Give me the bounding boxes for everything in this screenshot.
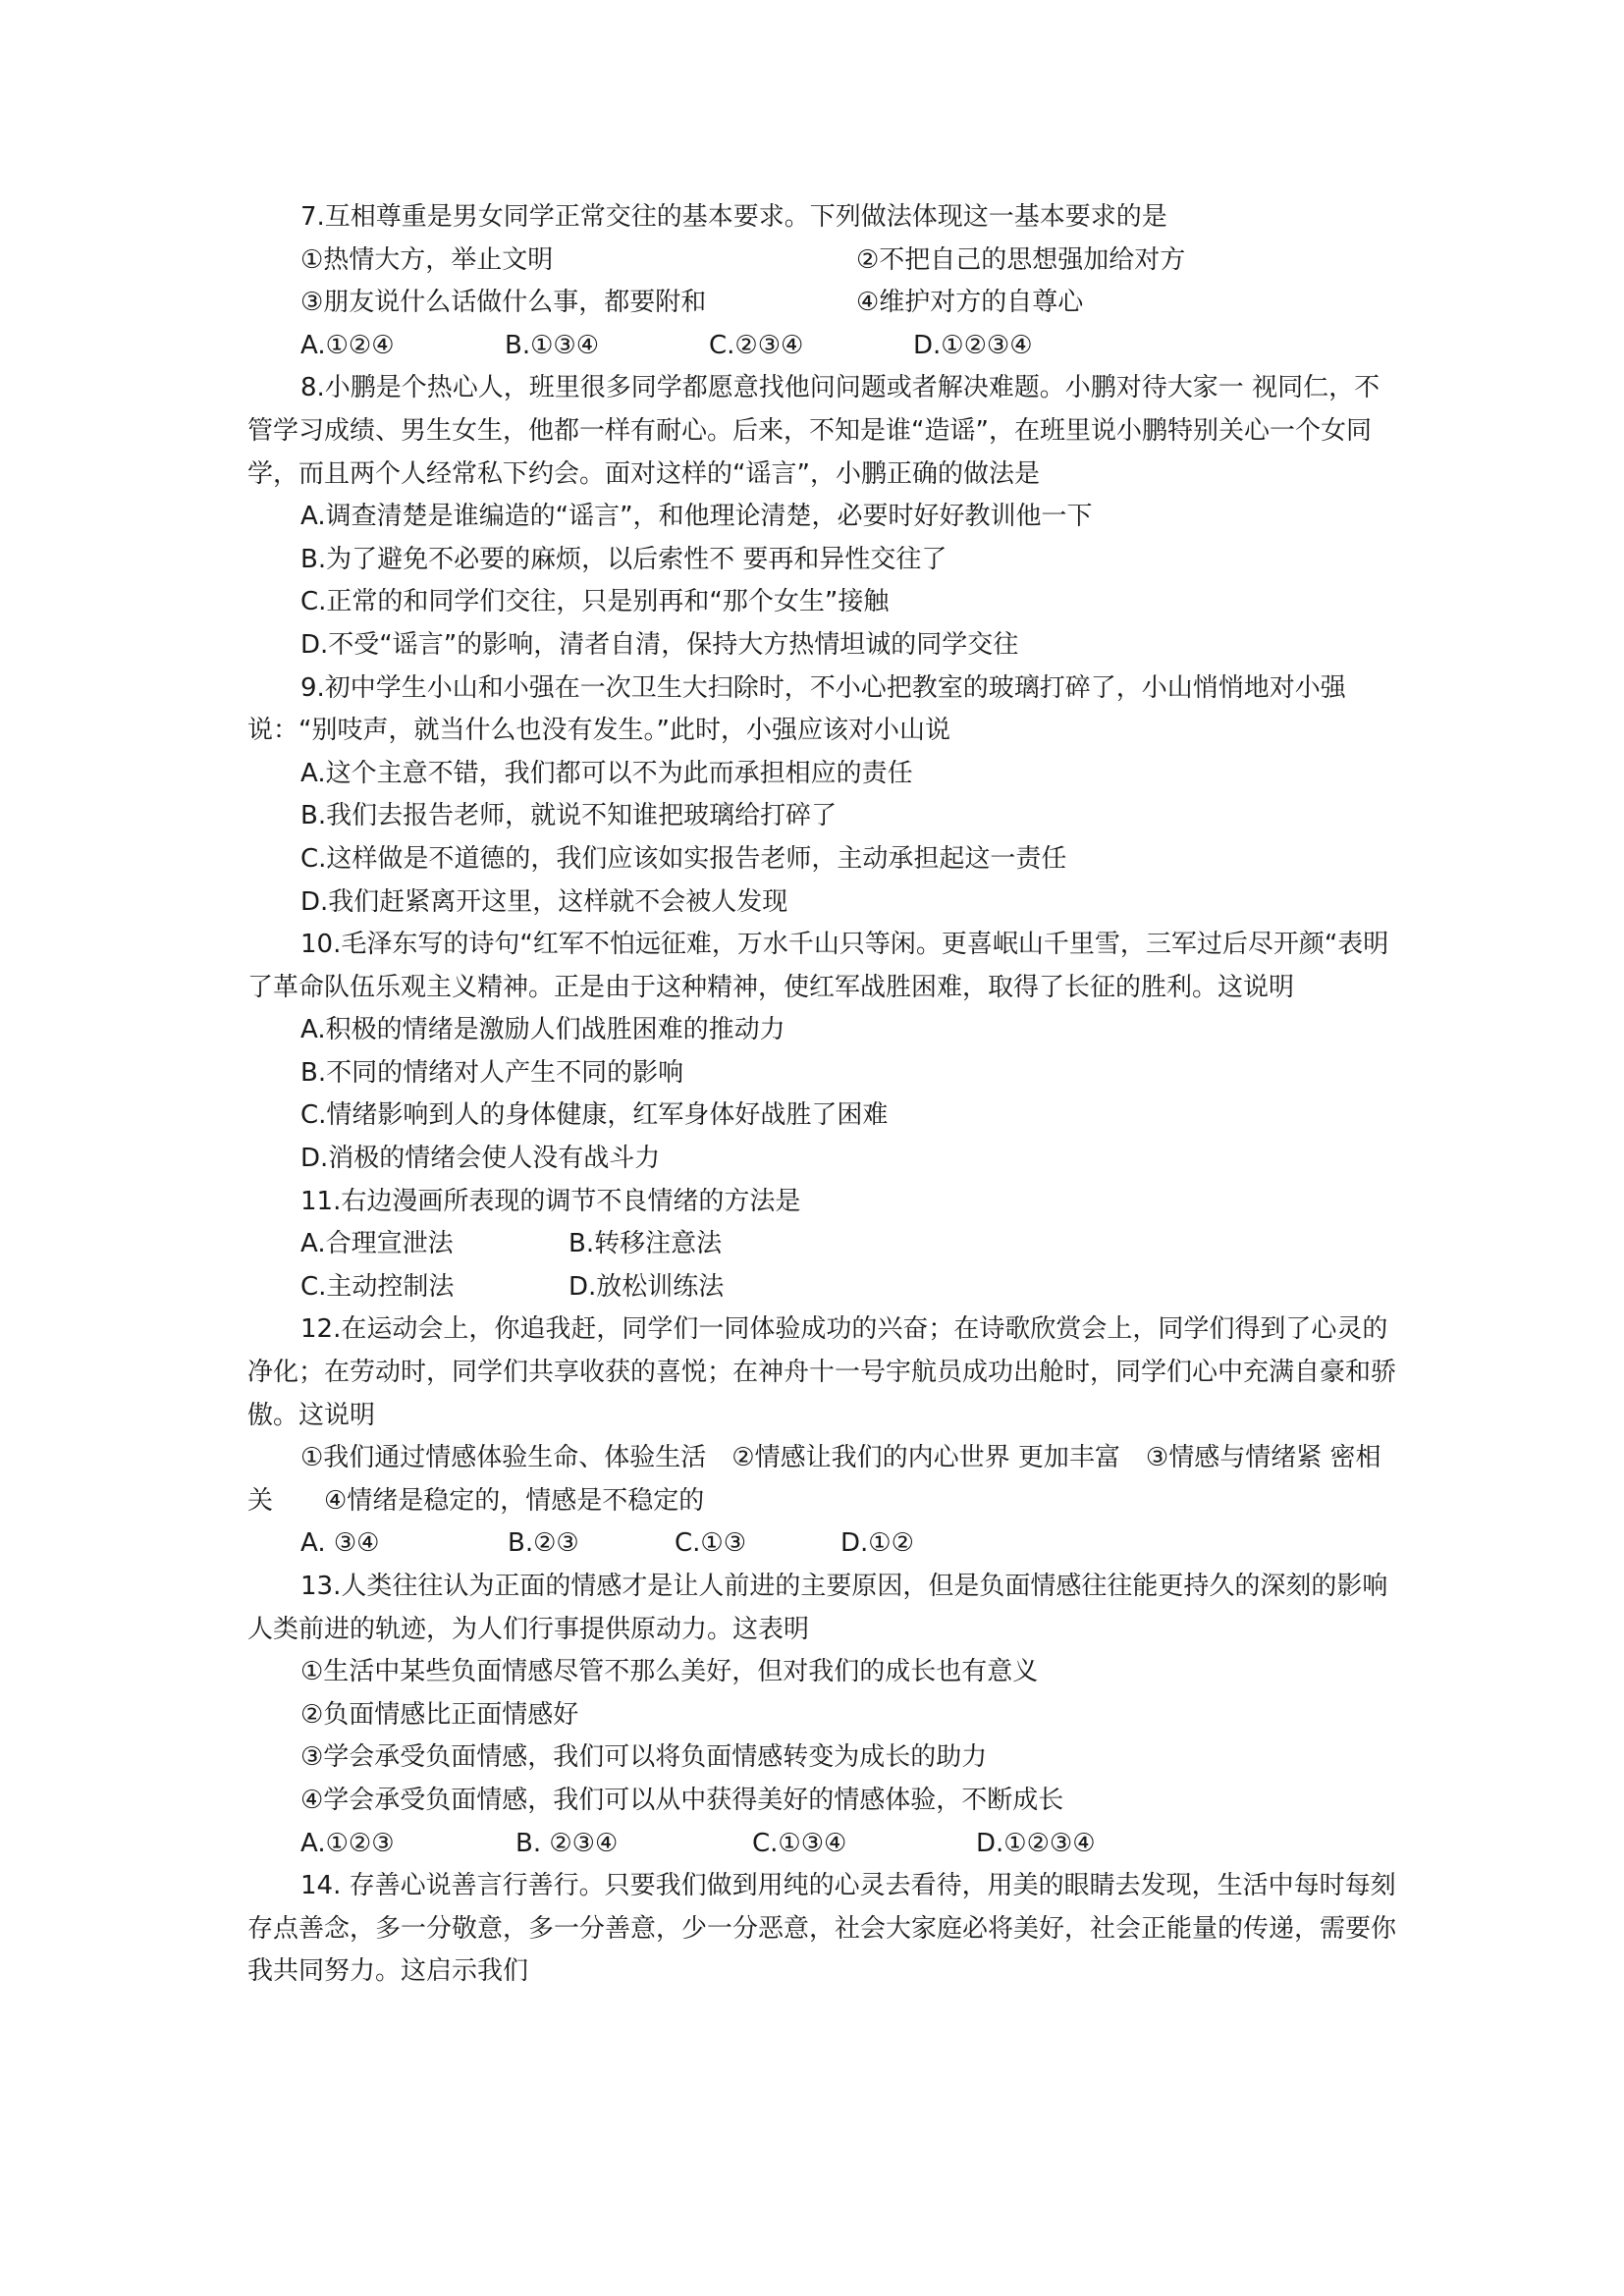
option-a: A.①②③: [300, 1828, 395, 1858]
statement-4: ④学会承受负面情感，我们可以从中获得美好的情感体验，不断成长: [300, 1785, 1064, 1815]
option-a: A.这个主意不错，我们都可以不为此而承担相应的责任: [300, 758, 913, 788]
statement-row: [247, 282, 1396, 325]
question-10: [247, 924, 1396, 1181]
options-row: [247, 1823, 1396, 1866]
option-d: D.①②③④: [976, 1828, 1096, 1858]
option-d: D.我们赶紧离开这里，这样就不会被人发现: [300, 886, 788, 917]
option-c: C.主动控制法: [300, 1271, 455, 1302]
option-b: B.不同的情绪对人产生不同的影响: [300, 1057, 684, 1088]
question-stem: 14. 存善心说善言行善行。只要我们做到用纯的心灵去看待，用美的眼睛去发现，生活中每时每刻存点善念，多一分敬意，多一分善意，少一分恶意，社会大家庭必将美好，社会正能量的传递，需要你我共同努力。这启示我们: [247, 1871, 1397, 1987]
question-stem: 12.在运动会上，你追我赶，同学们一同体验成功的兴奋；在诗歌欣赏会上，同学们得到了心灵的净化；在劳动时，同学们共享收获的喜悦；在神舟十一号宇航员成功出舱时，同学们心中充满自豪和骄傲。这说明: [247, 1314, 1397, 1430]
option-d: D.消极的情绪会使人没有战斗力: [300, 1144, 661, 1174]
option-b: B.我们去报告老师，就说不知谁把玻璃给打碎了: [300, 801, 838, 831]
statement-2: ②负面情感比正面情感好: [300, 1699, 579, 1730]
question-stem: 9.初中学生小山和小强在一次卫生大扫除时，不小心把教室的玻璃打碎了，小山悄悄地对小强说：“别吱声，就当什么也没有发生。”此时，小强应该对小山说: [247, 672, 1346, 746]
option-a: A. ③④: [300, 1528, 380, 1559]
question-list: [247, 196, 1396, 1994]
question-stem: 10.毛泽东写的诗句“红军不怕远征难，万水千山只等闲。更喜岷山千里雪，三军过后尽开颜“表明了革命队伍乐观主义精神。正是由于这种精神，使红军战胜困难，取得了长征的胜利。这说明: [247, 930, 1389, 1002]
option-d: D.放松训练法: [568, 1271, 725, 1302]
options-row: [247, 1266, 1396, 1309]
statement-1: ①生活中某些负面情感尽管不那么美好，但对我们的成长也有意义: [300, 1657, 1039, 1687]
option-a: A.①②④: [300, 330, 395, 360]
option-c: C.②③④: [709, 330, 804, 360]
option-d: D.①②③④: [913, 330, 1033, 360]
option-d: D.不受“谣言”的影响，清者自清，保持大方热情坦诚的同学交往: [300, 629, 1019, 660]
option-a: A.积极的情绪是激励人们战胜困难的推动力: [300, 1015, 785, 1045]
statement-2: ②不把自己的思想强加给对方: [856, 244, 1186, 275]
option-b: B.①③④: [505, 330, 600, 360]
statement-3: ③学会承受负面情感，我们可以将负面情感转变为成长的助力: [300, 1742, 988, 1773]
statement-row: [247, 240, 1396, 283]
question-stem: 11.右边漫画所表现的调节不良情绪的方法是: [300, 1186, 801, 1216]
question-stem: 13.人类往往认为正面的情感才是让人前进的主要原因，但是负面情感往往能更持久的深刻的影响人类前进的轨迹，为人们行事提供原动力。这表明: [247, 1572, 1388, 1644]
question-stem: 7.互相尊重是男女同学正常交往的基本要求。下列做法体现这一基本要求的是: [300, 202, 1167, 232]
option-c: C.情绪影响到人的身体健康，红军身体好战胜了困难: [300, 1100, 889, 1131]
option-b: B.转移注意法: [568, 1229, 723, 1259]
option-a: A.合理宣泄法: [300, 1229, 454, 1259]
question-8: [247, 367, 1396, 667]
options-row: [247, 1522, 1396, 1566]
options-row: [247, 1223, 1396, 1266]
option-c: C.这样做是不道德的，我们应该如实报告老师，主动承担起这一责任: [300, 843, 1067, 874]
option-c: C.①③: [675, 1528, 747, 1559]
question-11: [247, 1181, 1396, 1309]
question-12: [247, 1308, 1396, 1566]
question-14: [247, 1865, 1396, 1994]
question-9: [247, 667, 1396, 925]
question-7: [247, 196, 1396, 367]
option-b: B. ②③④: [515, 1828, 619, 1858]
options-row: [247, 325, 1396, 368]
option-b: B.②③: [508, 1528, 579, 1559]
question-stem: 8.小鹏是个热心人，班里很多同学都愿意找他问问题或者解决难题。小鹏对待大家一 视同仁，不管学习成绩、男生女生，他都一样有耐心。后来，不知是谁“造谣”，在班里说小鹏特别关心一个女同学，而且两个人经常私下约会。面对这样的“谣言”，小鹏正确的做法是: [247, 373, 1380, 489]
statement-1: ①热情大方，举止文明: [300, 244, 554, 275]
statement-4: ④维护对方的自尊心: [856, 288, 1084, 318]
question-13: [247, 1566, 1396, 1865]
option-c: C.正常的和同学们交往，只是别再和“那个女生”接触: [300, 587, 890, 617]
option-d: D.①②: [840, 1528, 914, 1559]
statements: ①我们通过情感体验生命、体验生活 ②情感让我们的内心世界 更加丰富 ③情感与情绪紧 密相关 ④情绪是稳定的，情感是不稳定的: [247, 1443, 1381, 1516]
option-a: A.调查清楚是谁编造的“谣言”，和他理论清楚，必要时好好教训他一下: [300, 502, 1093, 532]
option-b: B.为了避免不必要的麻烦，以后索性不 要再和异性交往了: [300, 544, 947, 574]
option-c: C.①③④: [752, 1828, 847, 1858]
statement-3: ③朋友说什么话做什么事，都要附和: [300, 288, 707, 318]
